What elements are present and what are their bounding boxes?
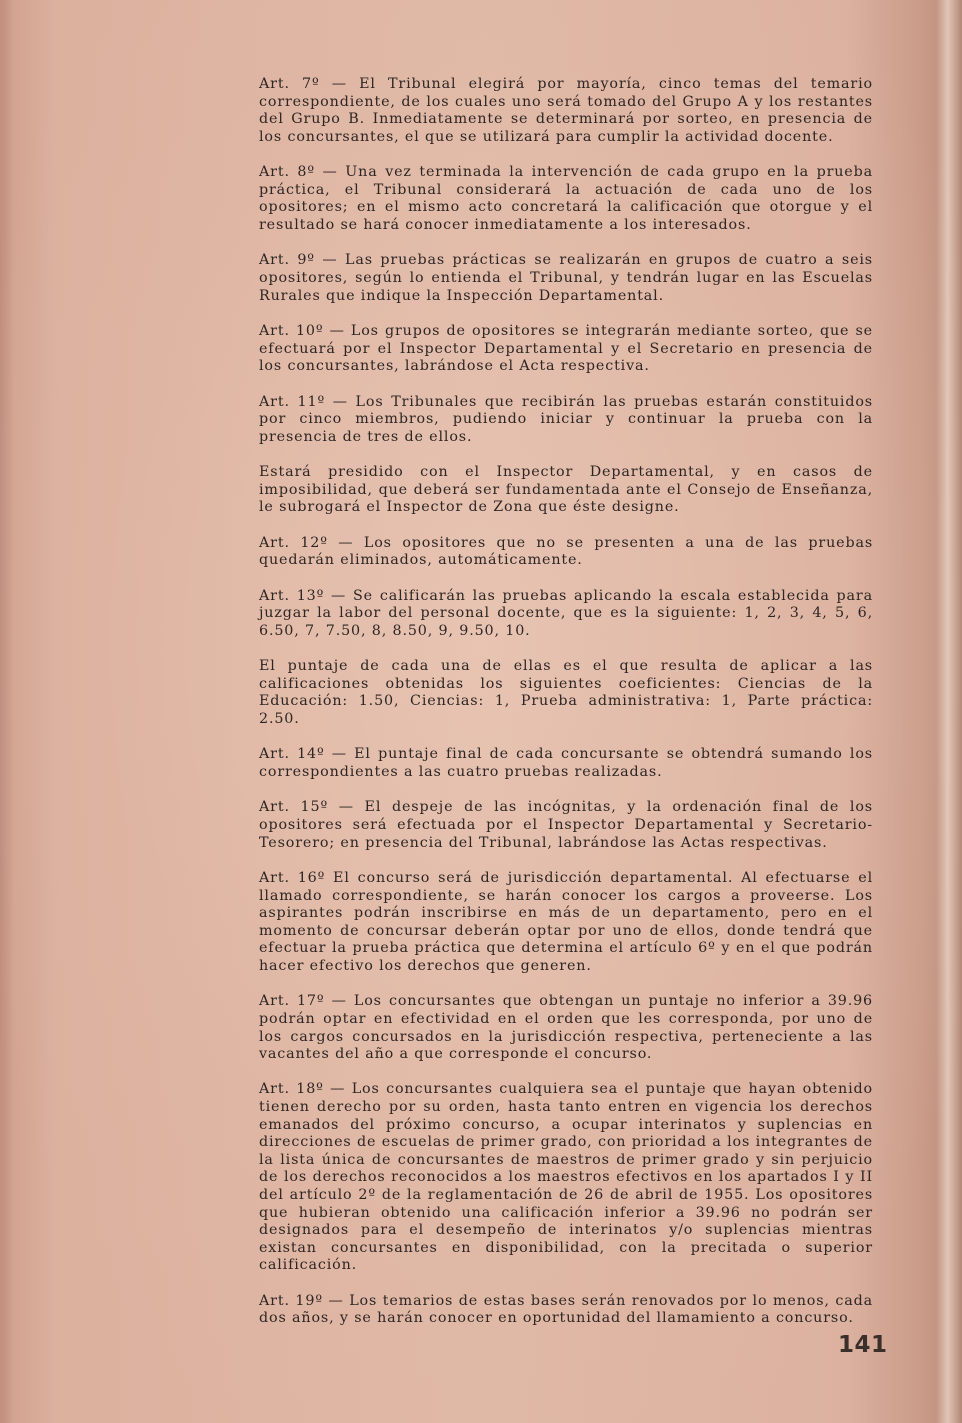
article-13-coefficients-paragraph: El puntaje de cada una de ellas es el que resulta de aplicar a las calificaciones obtenidas los siguientes coeficientes: Ciencias de la Educación: 1.50, Ciencias: 1, Prueba administrativa: 1, Parte práctica: 2.50. <box>259 658 873 727</box>
page-right-edge <box>936 0 962 1423</box>
article-11-paragraph: Art. 11º — Los Tribunales que recibirán las pruebas estarán constituidos por cinco miembros, pudiendo iniciar y continuar la prueba con la presencia de tres de ellos. <box>259 393 873 445</box>
article-7-paragraph: Art. 7º — El Tribunal elegirá por mayoría, cinco temas del temario correspondiente, de los cuales uno será tomado del Grupo A y los restantes del Grupo B. Inmediatamente se determinará por sorteo, en presencia de los concursantes, el que se utilizará para cumplir la actividad docente. <box>259 76 873 145</box>
article-11-continuation-paragraph: Estará presidido con el Inspector Departamental, y en casos de imposibilidad, que deberá ser fundamentada ante el Consejo de Enseñanza, le subrogará el Inspector de Zona que éste designe. <box>259 464 873 516</box>
article-15-paragraph: Art. 15º — El despeje de las incógnitas, y la ordenación final de los opositores será efectuada por el Inspector Departamental y Secretario-Tesorero; en presencia del Tribunal, labrándose las Actas respectivas. <box>259 799 873 851</box>
article-13-paragraph: Art. 13º — Se calificarán las pruebas aplicando la escala establecida para juzgar la labor del personal docente, que es la siguiente: 1, 2, 3, 4, 5, 6, 6.50, 7, 7.50, 8, 8.50, 9, 9.50, 10. <box>259 587 873 639</box>
article-16-paragraph: Art. 16º El concurso será de jurisdicción departamental. Al efectuarse el llamado correspondiente, se harán conocer los cargos a proveerse. Los aspirantes podrán inscribirse en más de un departamento, pero en el momento de concursar deberán optar por uno de ellos, donde tendrá que efectuar la prueba práctica que determina el artículo 6º y en el que podrán hacer efectivo los derechos que generen. <box>259 869 873 974</box>
article-17-paragraph: Art. 17º — Los concursantes que obtengan un puntaje no inferior a 39.96 podrán optar en efectividad en el orden que les corresponda, por uno de los cargos concursados en la jurisdicción respectiva, perteneciente a las vacantes del año a que corresponde el concurso. <box>259 993 873 1063</box>
article-18-paragraph: Art. 18º — Los concursantes cualquiera sea el puntaje que hayan obtenido tienen derecho por su orden, hasta tanto entren en vigencia los derechos emanados del próximo concurso, a ocupar interinatos y suplencias en direcciones de escuelas de primer grado, con prioridad a los integrantes de la lista única de concursantes de maestros de primer grado y sin perjuicio de los derechos reconocidos a los maestros efectivos en los apartados I y II del artículo 2º de la reglamentación de 26 de abril de 1955. Los opositores que hubieran obtenido una calificación inferior a 39.96 no podrán ser designados para el desempeño de interinatos y/o suplencias mientras existan concursantes en disponibilidad, con la precitada o superior calificación. <box>259 1081 873 1274</box>
article-14-paragraph: Art. 14º — El puntaje final de cada concursante se obtendrá sumando los correspondientes a las cuatro pruebas realizadas. <box>259 746 873 780</box>
page-left-shadow <box>0 0 14 1423</box>
article-19-paragraph: Art. 19º — Los temarios de estas bases serán renovados por lo menos, cada dos años, y se harán conocer en oportunidad del llamamiento a concurso. <box>259 1292 873 1327</box>
article-12-paragraph: Art. 12º — Los opositores que no se presenten a una de las pruebas quedarán eliminados, automáticamente. <box>259 534 873 569</box>
article-9-paragraph: Art. 9º — Las pruebas prácticas se realizarán en grupos de cuatro a seis opositores, según lo entienda el Tribunal, y tendrán lugar en las Escuelas Rurales que indique la Inspección Departamental. <box>259 252 873 304</box>
article-10-paragraph: Art. 10º — Los grupos de opositores se integrarán mediante sorteo, que se efectuará por el Inspector Departamental y el Secretario en presencia de los concursantes, labrándose el Acta respectiva. <box>259 322 873 375</box>
document-body <box>259 76 873 1346</box>
article-8-paragraph: Art. 8º — Una vez terminada la intervención de cada grupo en la prueba práctica, el Tribunal considerará la actuación de cada uno de los opositores; en el mismo acto concretará la calificación que otorgue y el resultado se hará conocer inmediatamente a los interesados. <box>259 164 873 233</box>
page-number: 141 <box>838 1332 888 1358</box>
